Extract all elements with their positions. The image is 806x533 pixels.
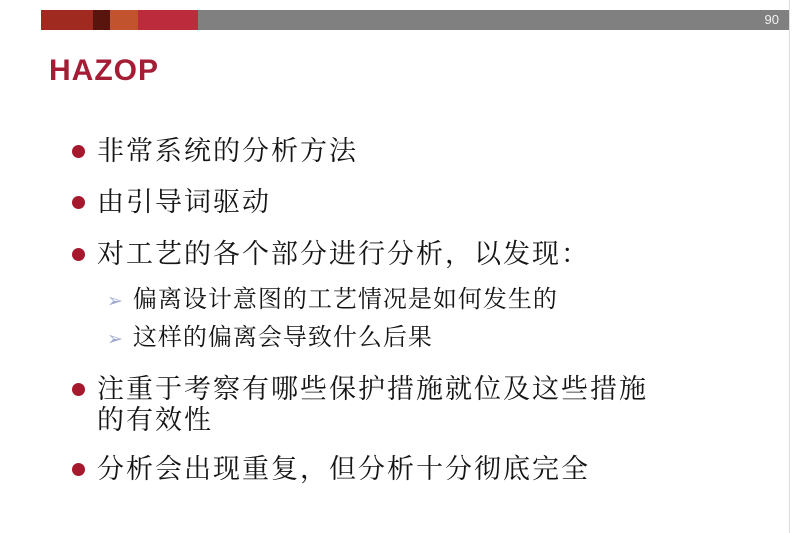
- arrow-bullet-icon: ➢: [107, 290, 123, 312]
- bullet-text: 注重于考察有哪些保护措施就位及这些措施的有效性: [97, 374, 648, 435]
- page-number: 90: [764, 12, 779, 27]
- bullet-text: 非常系统的分析方法: [97, 136, 358, 166]
- header-accent-segment-4: [138, 10, 198, 30]
- bullet-item: [72, 136, 358, 167]
- bullet-item: [72, 454, 590, 485]
- bullet-text: 由引导词驱动: [97, 187, 271, 217]
- bullet-text: 分析会出现重复，但分析十分彻底完全: [97, 454, 590, 484]
- header-accent-segment-2: [93, 10, 110, 30]
- bullet-item: [72, 239, 590, 270]
- bullet-dot-icon: [72, 463, 85, 476]
- sub-bullet-item: [107, 325, 433, 352]
- header-bar-gray: [198, 10, 790, 30]
- header-accent-segment-1: [41, 10, 93, 30]
- bullet-dot-icon: [72, 248, 85, 261]
- arrow-bullet-icon: ➢: [107, 328, 123, 350]
- bullet-text: 对工艺的各个部分进行分析，以发现：: [97, 239, 590, 269]
- bullet-item: [72, 374, 675, 436]
- slide-title: HAZOP: [49, 54, 159, 87]
- slide-right-border: [789, 0, 790, 533]
- sub-bullet-item: [107, 287, 558, 314]
- header-accent-segment-3: [110, 10, 138, 30]
- header-bar: [41, 10, 790, 30]
- sub-bullet-text: 这样的偏离会导致什么后果: [132, 325, 433, 351]
- sub-bullet-text: 偏离设计意图的工艺情况是如何发生的: [132, 287, 558, 313]
- bullet-dot-icon: [72, 383, 85, 396]
- bullet-item: [72, 187, 271, 218]
- bullet-dot-icon: [72, 145, 85, 158]
- bullet-dot-icon: [72, 196, 85, 209]
